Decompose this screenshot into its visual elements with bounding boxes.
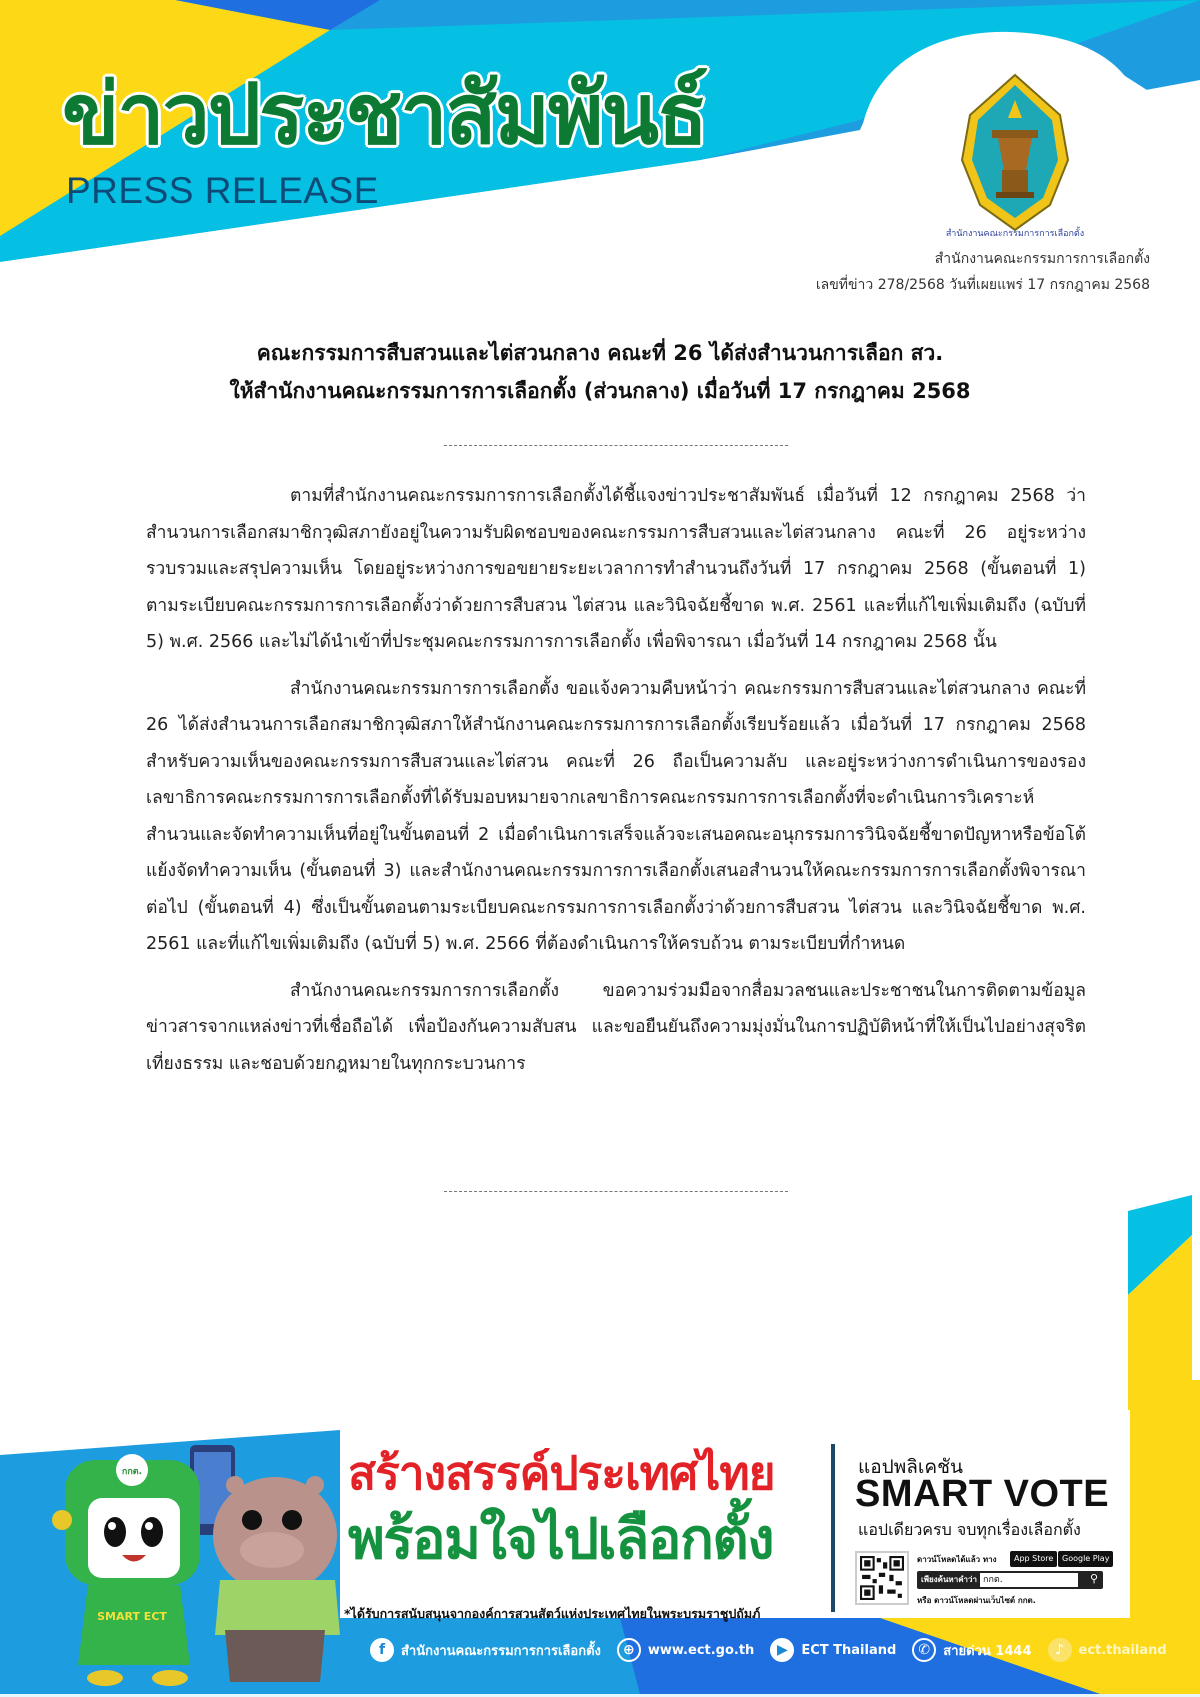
social-label: ECT Thailand	[801, 1642, 897, 1658]
app-search-bar	[917, 1571, 1103, 1589]
social-website[interactable]	[617, 1638, 754, 1662]
paragraph-2: สำนักงานคณะกรรมการการเลือกตั้ง ขอแจ้งความคืบหน้าว่า คณะกรรมการสืบสวนและไต่สวนกลาง คณะที่ 26 ได้ส่งสำนวนการเลือกสมาชิกวุฒิสภาให้สำนักงานคณะกรรมการการเลือกตั้งเรียบร้อยแล้ว เมื่อวันที่ 17 กรกฎาคม 2568 สำหรับความเห็นของคณะกรรมการสืบสวนและไต่สวน คณะที่ 26 ถือเป็นความลับ และอยู่ระหว่างการดำเนินการของรองเลขาธิการคณะกรรมการการเลือกตั้งที่ได้รับมอบหมายจากเลขาธิการคณะกรรมการการเลือกตั้งที่จะดำเนินการวิเคราะห์สำนวนและจัดทำความเห็นที่อยู่ในขั้นตอนที่ 2 เมื่อดำเนินการเสร็จแล้วจะเสนอคณะอนุกรรมการวินิจฉัยชี้ขาดปัญหาหรือข้อโต้แย้งจัดทำความเห็น (ขั้นตอนที่ 3) และสำนักงานคณะกรรมการการเลือกตั้งเสนอสำนวนให้คณะกรรมการการเลือกตั้งพิจารณาต่อไป (ขั้นตอนที่ 4) ซึ่งเป็นขั้นตอนตามระเบียบคณะกรรมการการเลือกตั้งว่าด้วยการสืบสวน ไต่สวน และวินิจฉัยชี้ขาด พ.ศ. 2561 และที่แก้ไขเพิ่มเติมถึง (ฉบับที่ 5) พ.ศ. 2566 ที่ต้องดำเนินการให้ครบถ้วน ตามระเบียบที่กำหนด	[146, 678, 1086, 954]
social-facebook[interactable]	[370, 1638, 601, 1662]
facebook-icon: f	[370, 1638, 394, 1662]
campaign-slogan-line-2: พร้อมใจไปเลือกตั้ง	[348, 1507, 774, 1572]
social-youtube[interactable]	[770, 1638, 896, 1662]
social-label: ect.thailand	[1078, 1642, 1167, 1658]
mascot-badge: กกต.	[121, 1467, 143, 1477]
office-name: สำนักงานคณะกรรมการการเลือกตั้ง	[934, 251, 1150, 267]
social-label: สำนักงานคณะกรรมการการเลือกตั้ง	[401, 1643, 601, 1659]
press-release-title-th: ข่าวประชาสัมพันธ์	[62, 65, 707, 163]
paragraph-1: ตามที่สำนักงานคณะกรรมการการเลือกตั้งได้ชี้แจงข่าวประชาสัมพันธ์ เมื่อวันที่ 12 กรกฎาคม 2568 ว่าสำนวนการเลือกสมาชิกวุฒิสภายังอยู่ในความรับผิดชอบของคณะกรรมการสืบสวนและไต่สวนกลาง คณะที่ 26 อยู่ระหว่างรวบรวมและสรุปความเห็น โดยอยู่ระหว่างการขอขยายระยะเวลาการทำสำนวนถึงวันที่ 17 กรกฎาคม 2568 (ขั้นตอนที่ 1) ตามระเบียบคณะกรรมการการเลือกตั้งว่าด้วยการสืบสวน ไต่สวน และวินิจฉัยชี้ขาด พ.ศ. 2561 และที่แก้ไขเพิ่มเติมถึง (ฉบับที่ 5) พ.ศ. 2566 และไม่ได้นำเข้าที่ประชุมคณะกรรมการการเลือกตั้ง เพื่อพิจารณา เมื่อวันที่ 14 กรกฎาคม 2568 นั้น	[146, 486, 1086, 652]
svg-text:สำนักงานคณะกรรมการการเลือกตั้ง: สำนักงานคณะกรรมการการเลือกตั้ง	[945, 229, 1085, 239]
search-label: เพียงค้นหาคำว่า	[921, 1575, 978, 1584]
google-play-button[interactable]: Google Play	[1058, 1551, 1113, 1567]
social-label: www.ect.go.th	[647, 1642, 755, 1658]
app-name: SMART VOTE	[855, 1473, 1110, 1515]
app-tagline: แอปเดียวครบ จบทุกเรื่องเลือกตั้ง	[858, 1520, 1081, 1539]
social-label: สายด่วน 1444	[943, 1643, 1032, 1659]
app-label: แอปพลิเคชัน	[858, 1456, 963, 1478]
tiktok-icon: ♪	[1048, 1638, 1072, 1662]
document-title-line-2: ให้สำนักงานคณะกรรมการการเลือกตั้ง (ส่วนกลาง) เมื่อวันที่ 17 กรกฎาคม 2568	[229, 379, 971, 403]
press-release-title-en: PRESS RELEASE	[66, 170, 379, 211]
qr-code[interactable]	[855, 1551, 909, 1605]
social-tiktok[interactable]	[1048, 1638, 1167, 1662]
globe-icon: ⊕	[617, 1638, 641, 1662]
search-icon[interactable]: ⚲	[1089, 1572, 1098, 1585]
ect-emblem-icon	[930, 70, 1100, 240]
social-hotline[interactable]	[912, 1638, 1031, 1662]
footer-vertical-divider	[831, 1444, 835, 1612]
paragraph-3: สำนักงานคณะกรรมการการเลือกตั้ง ขอความร่วมมือจากสื่อมวลชนและประชาชนในการติดตามข้อมูลข่าวสารจากแหล่งข่าวที่เชื่อถือได้ เพื่อป้องกันความสับสน และขอยืนยันถึงความมุ่งมั่นในการปฏิบัติหน้าที่ให้เป็นไปอย่างสุจริต เที่ยงธรรม และชอบด้วยกฎหมายในทุกกระบวนการ	[146, 980, 1086, 1074]
app-store-button[interactable]: App Store	[1010, 1551, 1057, 1567]
sponsor-note: *ได้รับการสนับสนุนจากองค์การสวนสัตว์แห่งประเทศไทยในพระบรมราชูปถัมภ์	[344, 1606, 761, 1621]
social-links-row	[370, 1637, 1175, 1663]
download-text: ดาวน์โหลดได้แล้ว ทาง	[917, 1555, 997, 1564]
search-input[interactable]: กกต.	[980, 1573, 1078, 1587]
release-number-and-date: เลขที่ข่าว 278/2568 วันที่เผยแพร่ 17 กรกฎาคม 2568	[815, 277, 1150, 293]
document-title	[0, 334, 1200, 410]
phone-icon: ✆	[912, 1638, 936, 1662]
youtube-play-icon: ▶	[770, 1638, 794, 1662]
web-download-text: หรือ ดาวน์โหลดผ่านเว็บไซต์ กกต.	[917, 1596, 1036, 1605]
bottom-divider	[444, 1191, 788, 1192]
top-divider	[444, 445, 788, 446]
document-title-line-1: คณะกรรมการสืบสวนและไต่สวนกลาง คณะที่ 26 ได้ส่งสำนวนการเลือก สว.	[256, 341, 944, 365]
document-body	[146, 478, 1086, 1092]
mascot-shirt-text: SMART ECT	[97, 1610, 167, 1623]
mascot-illustration	[20, 1420, 350, 1690]
campaign-slogan-line-1: สร้างสรรค์ประเทศไทย	[348, 1446, 775, 1500]
